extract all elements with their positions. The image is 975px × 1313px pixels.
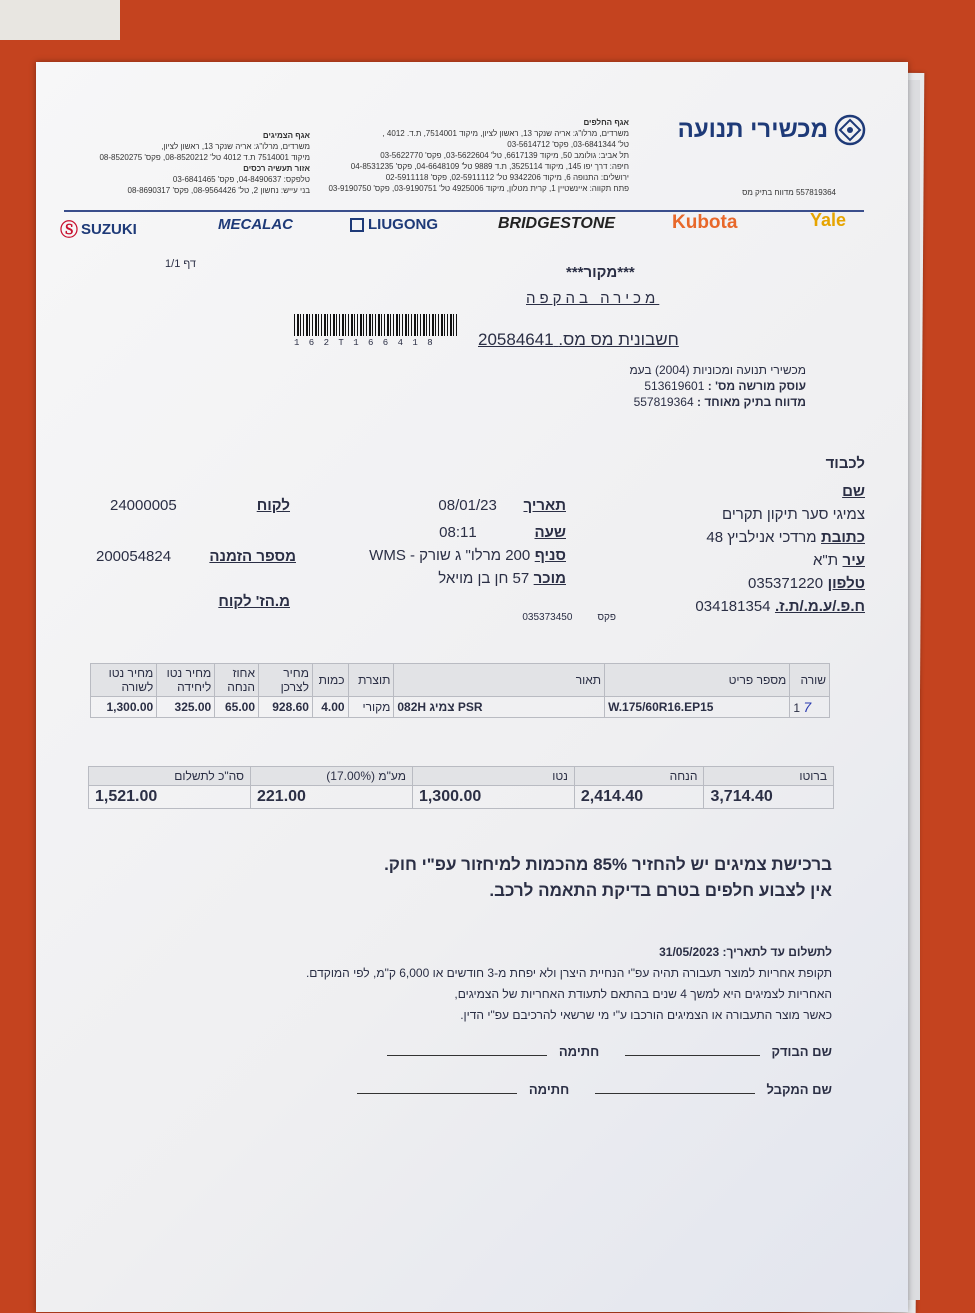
licensed-label: עוסק מורשה מס' : <box>707 379 806 393</box>
branch-label: סניף <box>534 547 566 564</box>
address-label: כתובת <box>821 529 865 546</box>
signature-label-2: חתימה <box>528 1082 570 1097</box>
tires-dept-line: משרדים, מרלו"ג: אריה שנקר 13, ראשון לציון, <box>161 142 310 151</box>
warranty-line-2: האחריות לצמיגים היא למשך 4 שנים בהתאם לתעודת האחריות של הצמיגים, <box>454 987 832 1001</box>
due-date: 31/05/2023 <box>659 945 720 959</box>
parts-dept-line: תל אביב: גולומב 50, מיקוד 6617139, טל' 03-5622604, פקס' 03-5622770 <box>380 151 629 160</box>
name-label: שם <box>842 483 865 500</box>
customer-order-label: מ.הז' לקוח <box>218 593 290 610</box>
customer-block <box>615 480 865 618</box>
items-header-row <box>91 664 830 697</box>
col-unit-net: מחיר נטו ליחידה <box>157 664 215 697</box>
page-number: דף 1/1 <box>165 258 196 270</box>
parts-dept-line: ירושלים: התנופה 6, מיקוד 9342206 טל' 02-5911112, פקס' 02-5911118 <box>385 173 629 182</box>
totals-table <box>88 766 834 809</box>
vat-value: 221.00 <box>251 786 413 809</box>
company-emblem-icon <box>834 114 866 146</box>
parts-dept-line: חיפה: דרך יפו 145, מיקוד 3525114, ת.ד 9889 טל' 04-6648109, פקס' 04-8531235 <box>350 162 629 171</box>
parts-dept-line: טל' 03-6841344, פקס' 03-5614712 <box>507 140 629 149</box>
net-value: 1,300.00 <box>412 786 574 809</box>
col-qty: כמות <box>312 664 348 697</box>
tires-dept-block <box>76 130 310 196</box>
tires-dept-line: טלפקס: 04-8490637, פקס' 03-6841465 <box>172 175 310 184</box>
cell-qty: 4.00 <box>312 697 348 718</box>
id-label: ח.פ./ע.מ./ת.ז. <box>774 598 865 615</box>
table-row <box>91 697 830 718</box>
brand-mecalac: MECALAC <box>218 216 293 233</box>
branch: 200 מרלו" ג שורק - WMS <box>369 547 531 564</box>
gross-label: ברוטו <box>704 767 834 786</box>
barcode-bars <box>294 314 459 336</box>
vat-file-note: 557819364 מדווח בתיק מס <box>742 188 836 197</box>
checker-signature-line[interactable] <box>387 1055 547 1056</box>
recycle-note: ברכישת צמיגים יש להחזיר 85% מהכמות למיחזור עפ"י חוק. <box>384 855 832 874</box>
handwritten-mark: 7 <box>803 699 812 715</box>
fax-label: פקס <box>597 612 616 623</box>
original-label: ***מקור*** <box>566 264 635 281</box>
receiver-signature-line[interactable] <box>357 1093 517 1094</box>
company-name: מכשירי תנועה <box>677 116 828 143</box>
terms-block <box>156 942 832 1026</box>
order-label: מספר הזמנה <box>209 548 296 565</box>
vat-label: מע"מ (17.00%) <box>251 767 413 786</box>
seller: 57 חן בן מויאל <box>438 570 530 587</box>
customer-name: צמיגי סער תיקון תקרים <box>722 506 865 523</box>
col-origin: תוצרת <box>348 664 394 697</box>
total-value: 1,521.00 <box>89 786 251 809</box>
company-logo <box>656 114 866 146</box>
sale-type: מכירה בהקפה <box>526 290 660 307</box>
barcode <box>294 314 459 348</box>
invoice-date: 08/01/23 <box>438 497 497 514</box>
invoice-number: 20584641 <box>478 330 554 349</box>
meta-block <box>316 494 566 590</box>
city-label: עיר <box>842 552 865 569</box>
paint-note: אין לצבוע חלפים בטרם בדיקת התאמה לרכב. <box>489 881 832 900</box>
cell-line: 7 1 <box>790 697 830 718</box>
fax-row <box>456 612 616 623</box>
discount-value: 2,414.40 <box>574 786 704 809</box>
total-label: סה"כ לתשלום <box>89 767 251 786</box>
date-label: תאריך <box>523 497 566 514</box>
invoice-time: 08:11 <box>439 524 477 541</box>
parts-dept-block <box>321 117 629 194</box>
issuer-name: מכשירי תנועה ומכוניות (2004) בעמ <box>629 363 806 377</box>
cell-description: PSR צמיג 082H <box>394 697 605 718</box>
consolidated-label: מדווח בתיק מאוחד : <box>696 395 806 409</box>
licensed-number: 513619601 <box>644 379 705 393</box>
cell-price: 928.60 <box>259 697 313 718</box>
order-number: 200054824 <box>96 548 172 565</box>
brand-suzuki: Ⓢ SUZUKI <box>60 216 137 242</box>
signature-label: חתימה <box>558 1044 600 1059</box>
consolidated-number: 557819364 <box>633 395 694 409</box>
net-label: נטו <box>412 767 574 786</box>
fax-number: 035373450 <box>522 612 573 623</box>
customer-number: 24000005 <box>110 497 177 514</box>
discount-label: הנחה <box>574 767 704 786</box>
col-line: שורה <box>790 664 830 697</box>
col-item-number: מספר פריט <box>605 664 790 697</box>
cell-line-net: 1,300.00 <box>91 697 157 718</box>
brand-yale: Yale <box>810 210 847 230</box>
notes-block <box>236 852 832 904</box>
cell-item-number: W.175/60R16.EP15 <box>605 697 790 718</box>
tires-dept-line: בני עייש: נחשון 2, טל' 08-9564426, פקס' 08-8690317 <box>127 186 310 195</box>
receiver-name-line[interactable] <box>595 1093 755 1094</box>
checker-label: שם הבודק <box>771 1044 832 1059</box>
customer-phone: 035371220 <box>748 575 824 592</box>
to-label: לכבוד <box>825 455 865 472</box>
phone-label: טלפון <box>827 575 865 592</box>
header-divider <box>64 210 864 212</box>
parts-dept-line: פתח תקווה: איינשטיין 1, קרית מטלון, מיקוד 4925006 טל' 03-9190751, פקס' 03-9190750 <box>328 184 629 193</box>
brand-bridgestone: BRIDGESTONE <box>498 215 616 232</box>
time-label: שעה <box>534 524 566 541</box>
col-discount: אחוז הנחה <box>215 664 259 697</box>
cell-unit-net: 325.00 <box>157 697 215 718</box>
suzuki-s-icon: Ⓢ <box>60 220 78 240</box>
signature-row-receiver <box>352 1082 832 1097</box>
col-description: תאור <box>394 664 605 697</box>
issuer-block <box>536 362 806 410</box>
customer-id: 034181354 <box>695 598 771 615</box>
tires-dept-line: אזור תעשיה רכסים <box>243 164 310 173</box>
invoice-title: חשבונית מס מס. 20584641 <box>478 330 679 349</box>
col-line-net: מחיר נטו לשורה <box>91 664 157 697</box>
tires-dept-line: מיקוד 7514001 ת.ד 4012 טל' 08-8520212, פקס' 08-8520275 <box>99 153 310 162</box>
seller-label: מוכר <box>533 570 566 587</box>
warranty-line-1: תקופת אחריות למוצר תעבורה תהיה עפ"י הנחיית היצרן ולא יפחת מ-3 חודשים או 6,000 ק"מ, לפי המוקדם. <box>305 966 832 980</box>
warranty-line-3: כאשר מוצר התעבורה או הצמיגים הורכבו ע"י מי שרשאי להרכיבם עפ"י הדין. <box>460 1008 832 1022</box>
items-table <box>90 663 830 718</box>
barcode-text: 1 6 2 T 1 6 6 4 1 8 <box>294 338 435 348</box>
checker-name-line[interactable] <box>625 1055 760 1056</box>
cell-origin: מקורי <box>348 697 394 718</box>
invoice-page <box>36 62 908 1312</box>
due-label: לתשלום עד לתאריך: <box>722 945 832 959</box>
customer-address: מרדכי אנילביץ 48 <box>706 529 817 546</box>
col-price: מחיר לצרכן <box>259 664 313 697</box>
brand-kubota: Kubota <box>672 212 738 233</box>
tires-dept-title: אגף הצמיגים <box>262 131 310 140</box>
gross-value: 3,714.40 <box>704 786 834 809</box>
customer-label: לקוח <box>256 497 290 514</box>
parts-dept-line: משרדים, מרלו"ג: אריה שנקר 13, ראשון לציון, מיקוד 7514001, ת.ד. 4012 , <box>382 129 629 138</box>
customer-meta-block <box>96 494 296 613</box>
cell-discount: 65.00 <box>215 697 259 718</box>
totals-header-row <box>89 767 834 786</box>
liugong-square-icon <box>350 218 364 232</box>
receiver-label: שם המקבל <box>766 1082 832 1097</box>
tape-corner <box>0 0 120 40</box>
totals-value-row <box>89 786 834 809</box>
brand-liugong: LIUGONG <box>350 216 438 233</box>
customer-city: ת"א <box>812 552 839 569</box>
signature-row-checker <box>356 1044 832 1059</box>
parts-dept-title: אגף החלפים <box>583 118 629 127</box>
